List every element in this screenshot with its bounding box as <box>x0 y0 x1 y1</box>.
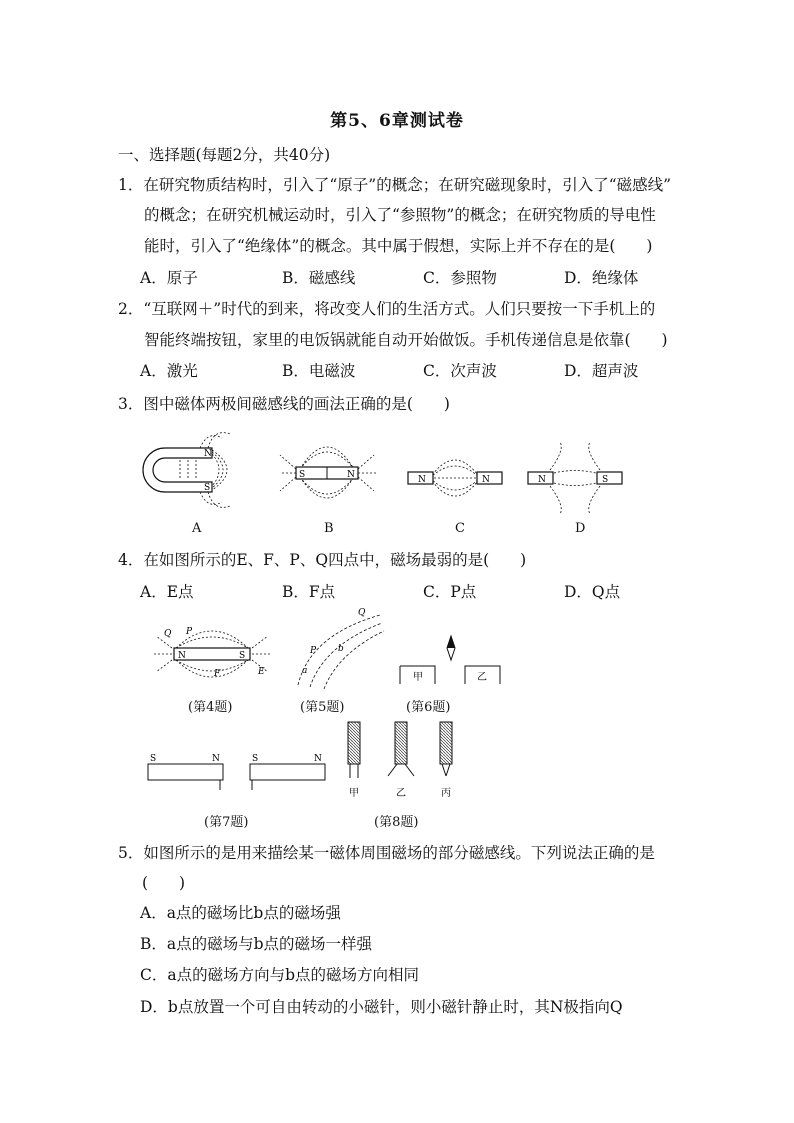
q3-figure-d <box>520 440 630 515</box>
q1-option-c: C．参照物 <box>423 269 497 287</box>
q2-option-d: D．超声波 <box>564 362 639 380</box>
q3b-s-label: S <box>299 470 306 480</box>
q3c-n1-label: N <box>418 475 426 485</box>
q3-figure-b <box>270 425 385 520</box>
q3-label-d: D <box>575 521 586 536</box>
fig4-p-label: P <box>186 627 193 637</box>
q3d-n-label: N <box>538 475 546 485</box>
fig6-jia-label: 甲 <box>413 672 423 683</box>
caption-q6: (第6题) <box>406 700 451 715</box>
fig7-n1-label: N <box>212 754 220 764</box>
fig4-s-label: S <box>239 651 246 661</box>
fig5-p-label: P <box>310 646 317 656</box>
q3a-s-label: S <box>204 483 211 493</box>
fig7-n2-label: N <box>314 754 322 764</box>
figure-8-magnets-nails <box>338 718 468 800</box>
q5-option-b: B．a点的磁场与b点的磁场一样强 <box>140 935 373 953</box>
q2-line-1: 2．“互联网＋”时代的到来，将改变人们的生活方式。人们只要按一下手机上的 <box>118 300 656 318</box>
q4-option-b: B．F点 <box>282 583 336 601</box>
q4-option-a: A．E点 <box>140 583 194 601</box>
page-title: 第5、6章测试卷 <box>330 111 464 131</box>
q3d-s-label: S <box>602 475 609 485</box>
q5-option-c: C．a点的磁场方向与b点的磁场方向相同 <box>140 966 420 984</box>
fig4-e-label: E <box>258 667 265 677</box>
q4-option-c: C．P点 <box>423 583 477 601</box>
q3-figure-c <box>400 440 510 515</box>
q3a-n-label: N <box>204 449 212 459</box>
figure-6-magnets-compass <box>395 632 505 687</box>
q1-line-3: 能时，引入了“绝缘体”的概念。其中属于假想，实际上并不存在的是( ) <box>144 237 653 255</box>
fig7-s2-label: S <box>252 754 259 764</box>
fig7-s1-label: S <box>150 754 157 764</box>
fig5-a-label: a <box>302 666 308 676</box>
fig8-bing-label: 丙 <box>441 788 451 799</box>
fig5-b-label: b <box>338 644 344 654</box>
q1-option-a: A．原子 <box>140 269 198 287</box>
q2-line-2: 智能终端按钮，家里的电饭锅就能自动开始做饭。手机传递信息是依靠( ) <box>144 331 668 349</box>
figure-4-bar-magnet-field <box>148 612 276 692</box>
q5-option-a: A．a点的磁场比b点的磁场强 <box>140 904 341 922</box>
q1-line-1: 1．在研究物质结构时，引入了“原子”的概念；在研究磁现象时，引入了“磁感线” <box>118 176 672 194</box>
q5-line-1: 5．如图所示的是用来描绘某一磁体周围磁场的部分磁感线。下列说法正确的是 <box>118 844 655 862</box>
fig4-q-label: Q <box>164 629 172 639</box>
q2-option-b: B．电磁波 <box>282 362 356 380</box>
fig8-yi-label: 乙 <box>396 788 406 799</box>
figure-7-bar-magnets <box>140 752 330 792</box>
caption-q8: (第8题) <box>374 815 419 830</box>
q2-option-a: A．激光 <box>140 362 198 380</box>
q5-option-d: D．b点放置一个可自由转动的小磁针，则小磁针静止时，其N极指向Q <box>140 998 623 1016</box>
figure-5-field-lines <box>290 605 385 690</box>
q3-label-b: B <box>324 521 334 536</box>
q3-line-1: 3．图中磁体两极间磁感线的画法正确的是( ) <box>118 395 450 413</box>
caption-q5: (第5题) <box>300 700 345 715</box>
q3-figure-a <box>130 420 250 520</box>
caption-q4: (第4题) <box>188 700 233 715</box>
fig4-f-label: F <box>214 669 221 679</box>
fig8-jia-label: 甲 <box>349 788 359 799</box>
q3-label-a: A <box>192 521 202 536</box>
q3c-n2-label: N <box>482 475 490 485</box>
fig5-q-label: Q <box>358 608 366 618</box>
caption-q7: (第7题) <box>204 815 249 830</box>
q1-line-2: 的概念；在研究机械运动时，引入了“参照物”的概念；在研究物质的导电性 <box>144 206 656 224</box>
q4-option-d: D．Q点 <box>564 583 621 601</box>
q1-option-b: B．磁感线 <box>282 269 356 287</box>
fig4-n-label: N <box>178 651 186 661</box>
fig6-yi-label: 乙 <box>477 672 487 683</box>
q1-option-d: D．绝缘体 <box>564 269 639 287</box>
q3-label-c: C <box>455 521 465 536</box>
q4-line-1: 4．在如图所示的E、F、P、Q四点中，磁场最弱的是( ) <box>118 551 527 569</box>
section-heading: 一、选择题(每题2分，共40分) <box>118 146 331 164</box>
q5-line-2: ( ) <box>142 874 186 892</box>
q3b-n-label: N <box>347 470 355 480</box>
q2-option-c: C．次声波 <box>423 362 497 380</box>
